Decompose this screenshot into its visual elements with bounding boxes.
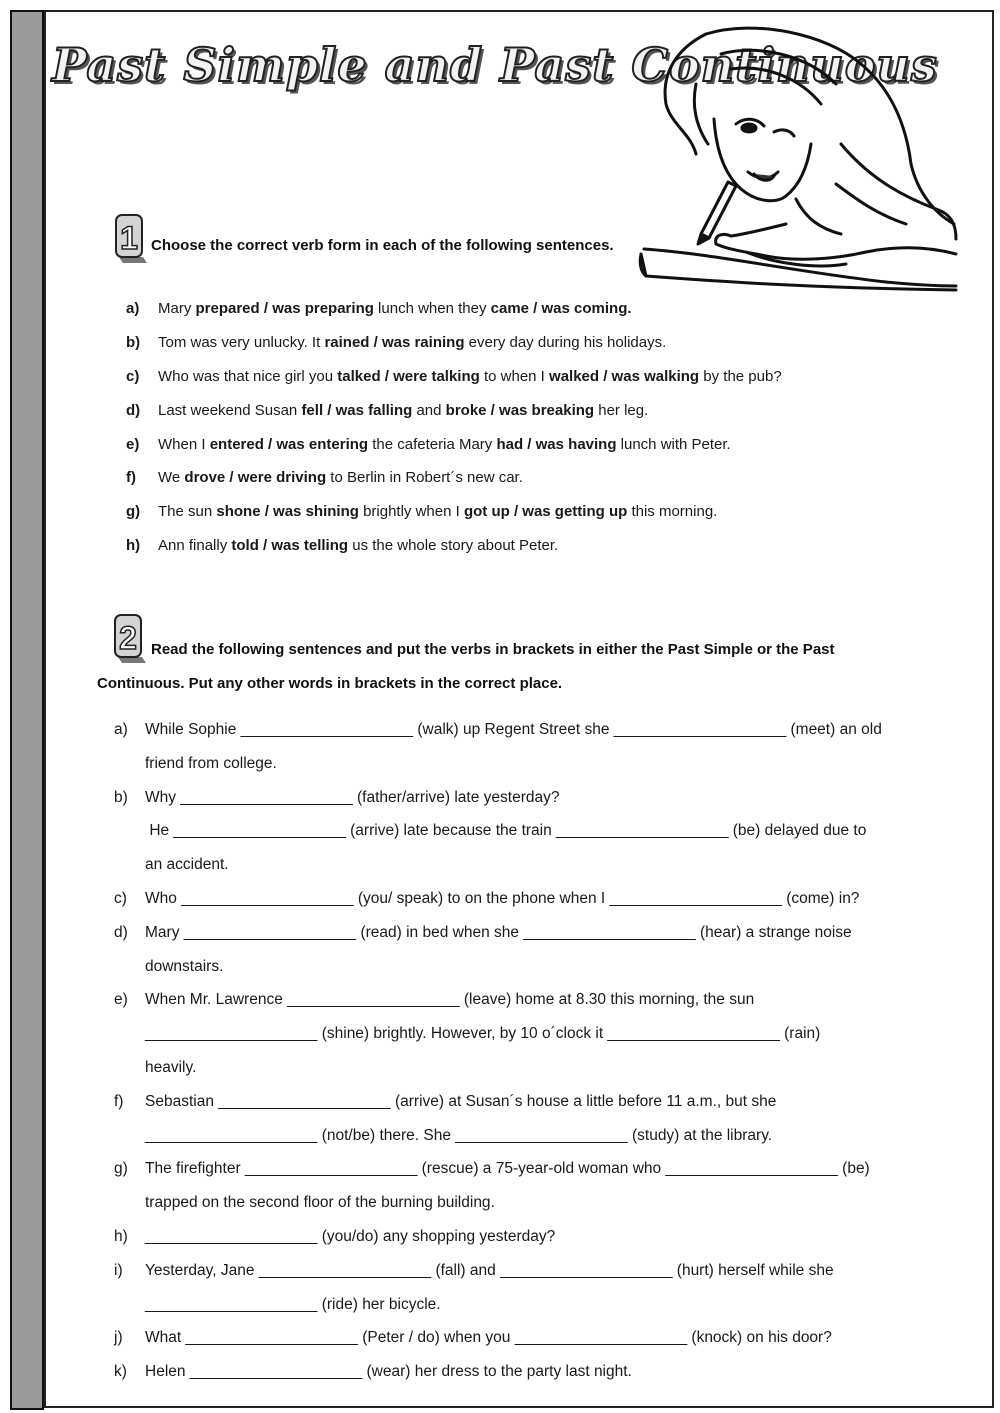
exercise-1-item <box>126 461 946 495</box>
sentence-text: the cafeteria Mary <box>368 435 497 453</box>
item-letter: b) <box>114 788 128 806</box>
item-sentence <box>158 368 782 385</box>
exercise-2-item <box>114 1152 944 1186</box>
item-letter: b) <box>126 334 141 352</box>
exercise-2-item-continuation <box>114 1051 944 1085</box>
sentence-text: to Berlin in Robert´s new car. <box>326 469 523 487</box>
item-letter: d) <box>114 923 128 941</box>
item-letter <box>114 1119 145 1153</box>
sentence-text: Ann finally <box>158 536 232 554</box>
sentence-text: We <box>158 469 185 487</box>
item-letter: c) <box>126 367 140 385</box>
sentence-text: and <box>412 401 446 419</box>
exercise-1-item <box>126 393 946 427</box>
exercise-2-item-continuation <box>114 1017 944 1051</box>
item-letter: h) <box>126 536 141 554</box>
item-letter: g) <box>126 503 141 521</box>
exercise-1-item <box>126 292 946 326</box>
exercise-1-instruction: Choose the correct verb form in each of the following sentences. <box>151 237 614 254</box>
verb-choice[interactable]: rained / was raining <box>324 334 465 352</box>
sentence-text: brightly when I <box>358 503 464 521</box>
exercise-2-item <box>114 882 944 916</box>
item-line[interactable]: When Mr. Lawrence ____________________ (leave) home at 8.30 this morning, the sun <box>145 991 755 1009</box>
item-line[interactable]: downstairs. <box>145 957 224 975</box>
item-sentence <box>158 537 558 554</box>
exercise-1-item <box>126 495 946 529</box>
exercise-2-instruction-line-1: Read the following sentences and put the verbs in brackets in either the Past Simple or the Past <box>151 641 835 658</box>
exercise-2-item <box>114 1220 944 1254</box>
item-line[interactable]: Helen ____________________ (wear) her dress to the party last night. <box>145 1363 632 1381</box>
sentence-text: lunch when they <box>373 300 491 318</box>
exercise-2-item-continuation <box>114 1288 944 1322</box>
item-line[interactable]: ____________________ (shine) brightly. However, by 10 o´clock it ____________________ (rain) <box>145 1025 821 1043</box>
item-line[interactable]: Why ____________________ (father/arrive) late yesterday? <box>145 788 560 806</box>
exercise-1-number: 1 <box>120 220 138 256</box>
item-line[interactable]: Sebastian ____________________ (arrive) at Susan´s house a little before 11 a.m., but she <box>145 1092 777 1110</box>
exercise-1-item <box>126 427 946 461</box>
verb-choice[interactable]: drove / were driving <box>184 469 327 487</box>
exercise-1-item <box>126 529 946 563</box>
item-sentence <box>158 469 523 486</box>
sentence-text: Mary <box>158 300 196 318</box>
item-letter <box>114 1017 145 1051</box>
verb-choice[interactable]: broke / was breaking <box>445 401 595 419</box>
exercise-2-number: 2 <box>119 620 137 656</box>
verb-choice[interactable]: told / was telling <box>231 536 349 554</box>
item-letter: g) <box>114 1160 128 1178</box>
item-line[interactable]: ____________________ (ride) her bicycle. <box>145 1295 441 1313</box>
item-line[interactable]: The firefighter ____________________ (rescue) a 75-year-old woman who ____________________ (be) <box>145 1160 870 1178</box>
sentence-text: her leg. <box>594 401 649 419</box>
item-letter <box>114 1288 145 1322</box>
item-line[interactable]: Yesterday, Jane ____________________ (fall) and ____________________ (hurt) herself while she <box>145 1261 834 1279</box>
sentence-text: The sun <box>158 503 217 521</box>
item-letter: e) <box>126 435 140 453</box>
exercise-1-item <box>126 360 946 394</box>
sentence-text: us the whole story about Peter. <box>348 536 559 554</box>
item-letter <box>114 1186 145 1220</box>
item-letter <box>114 747 145 781</box>
exercise-2-item-continuation <box>114 1119 944 1153</box>
exercise-2-item <box>114 1254 944 1288</box>
item-sentence <box>158 334 666 351</box>
item-line[interactable]: What ____________________ (Peter / do) when you ____________________ (knock) on his door? <box>145 1329 832 1347</box>
sentence-text: When I <box>158 435 210 453</box>
item-line[interactable]: heavily. <box>145 1058 197 1076</box>
item-sentence <box>158 402 648 419</box>
verb-choice[interactable]: shone / was shining <box>216 503 359 521</box>
exercise-2-item-continuation <box>114 1186 944 1220</box>
sentence-text: every day during his holidays. <box>464 334 667 352</box>
item-letter <box>114 950 145 984</box>
item-line[interactable]: ____________________ (not/be) there. She ____________________ (study) at the library. <box>145 1126 773 1144</box>
page-title: Past Simple and Past Continuous <box>52 38 938 92</box>
item-line[interactable]: Mary ____________________ (read) in bed when she ____________________ (hear) a strange noise <box>145 923 852 941</box>
sentence-text: Last weekend Susan <box>158 401 302 419</box>
verb-choice[interactable]: had / was having <box>496 435 617 453</box>
exercise-2-item <box>114 1085 944 1119</box>
item-letter: j) <box>114 1329 123 1347</box>
sentence-text: lunch with Peter. <box>616 435 731 453</box>
sentence-text: by the pub? <box>699 367 782 385</box>
exercise-2-item <box>114 713 944 747</box>
exercise-2-instruction-line-2: Continuous. Put any other words in brackets in the correct place. <box>97 675 563 692</box>
item-line[interactable]: an accident. <box>145 856 229 874</box>
verb-choice[interactable]: entered / was entering <box>209 435 369 453</box>
exercise-2-number-badge <box>112 613 146 663</box>
item-letter: h) <box>114 1227 128 1245</box>
item-letter: c) <box>114 889 127 907</box>
item-letter: a) <box>126 300 140 318</box>
item-line[interactable]: ____________________ (you/do) any shopping yesterday? <box>145 1227 556 1245</box>
girl-writing-illustration <box>636 24 958 292</box>
verb-choice[interactable]: walked / was walking <box>549 367 700 385</box>
exercise-2-item <box>114 1355 944 1389</box>
exercise-2-item-continuation <box>114 747 944 781</box>
verb-choice[interactable]: fell / was falling <box>301 401 413 419</box>
item-sentence <box>158 503 717 520</box>
exercise-2-item <box>114 1321 944 1355</box>
exercise-2-item-continuation <box>114 814 944 848</box>
item-line[interactable]: While Sophie ____________________ (walk) up Regent Street she ____________________ (meet) an old <box>145 721 882 738</box>
item-letter: e) <box>114 991 128 1009</box>
item-sentence <box>158 436 731 453</box>
verb-choice[interactable]: got up / was getting up <box>463 503 628 521</box>
exercise-2-list <box>114 713 944 1389</box>
exercise-2-item-continuation <box>114 848 944 882</box>
item-letter: f) <box>126 469 136 487</box>
verb-choice[interactable]: prepared / was preparing <box>195 300 374 318</box>
item-letter <box>114 1051 145 1085</box>
item-line[interactable]: Who ____________________ (you/ speak) to on the phone when I ____________________ (come) in? <box>145 889 860 907</box>
exercise-1-item <box>126 326 946 360</box>
item-letter: f) <box>114 1092 124 1110</box>
item-letter <box>114 848 145 882</box>
exercise-2-item <box>114 916 944 950</box>
exercise-1-number-badge <box>113 213 147 263</box>
exercise-1-list <box>126 292 946 562</box>
item-letter: d) <box>126 401 141 419</box>
item-line[interactable]: friend from college. <box>145 754 277 772</box>
exercise-2-item-continuation <box>114 950 944 984</box>
item-letter <box>114 814 145 848</box>
item-line[interactable]: He ____________________ (arrive) late because the train ____________________ (be) delayed due to <box>145 822 867 840</box>
exercise-2-item <box>114 781 944 815</box>
sentence-text: to when I <box>479 367 550 385</box>
sentence-text: Tom was very unlucky. It <box>158 334 325 352</box>
item-letter: i) <box>114 1261 123 1279</box>
item-letter: k) <box>114 1363 127 1381</box>
left-margin-bar <box>10 10 44 1410</box>
item-letter: a) <box>114 721 128 738</box>
sentence-text: Who was that nice girl you <box>158 367 338 385</box>
item-sentence <box>158 300 632 317</box>
verb-choice[interactable]: came / was coming. <box>490 300 632 318</box>
item-line[interactable]: trapped on the second floor of the burning building. <box>145 1194 495 1212</box>
sentence-text: this morning. <box>627 503 718 521</box>
verb-choice[interactable]: talked / were talking <box>337 367 480 385</box>
exercise-2-item <box>114 983 944 1017</box>
